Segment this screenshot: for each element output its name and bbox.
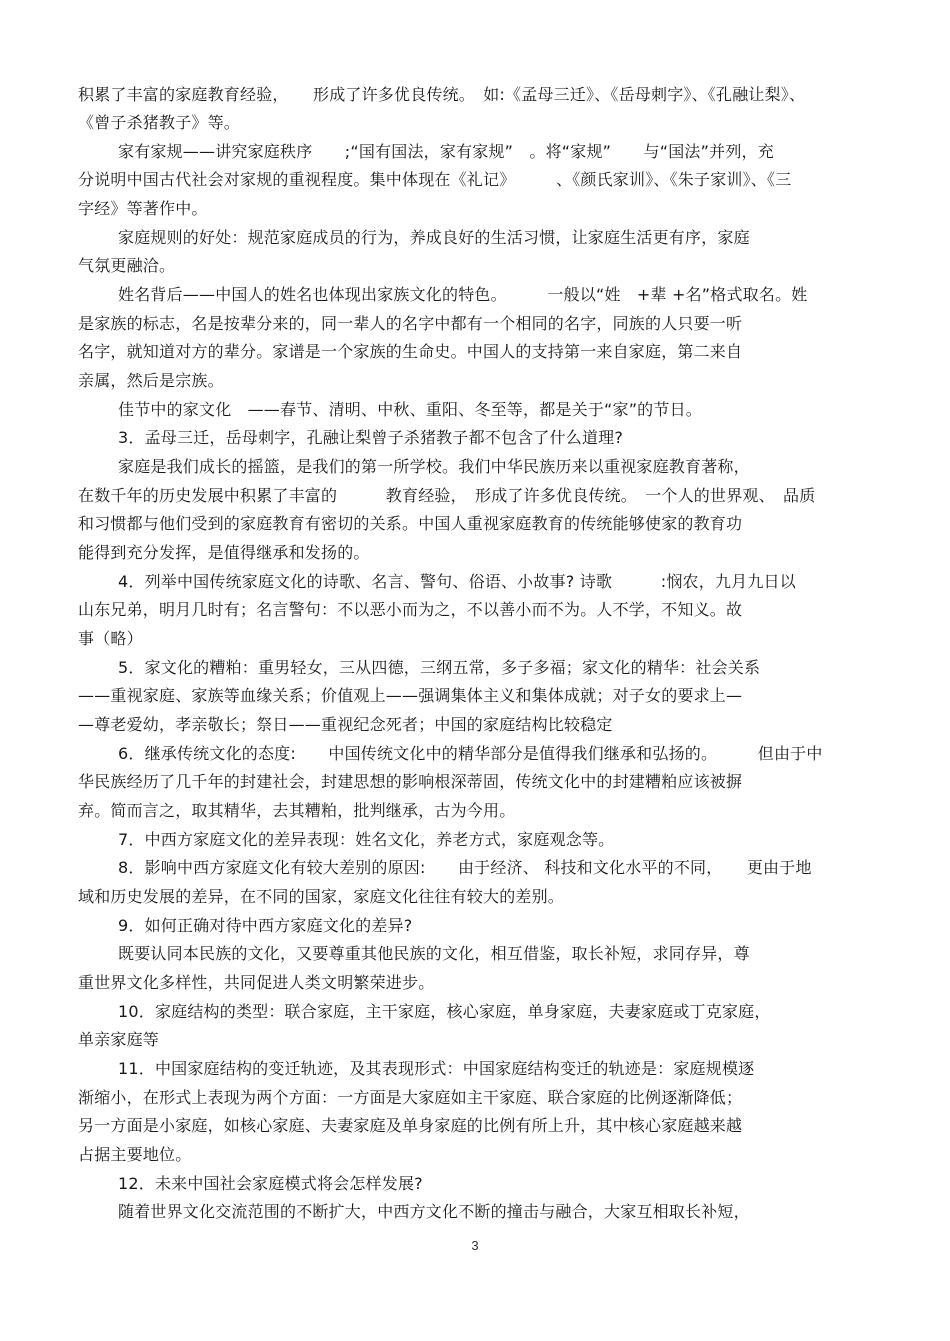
text-line: 重世界文化多样性，共同促进人类文明繁荣进步。 — [78, 973, 435, 992]
text-line: 家庭规则的好处：规范家庭成员的行为，养成良好的生活习惯，让家庭生活更有序，家庭 — [118, 228, 750, 247]
text-line: 7．中西方家庭文化的差异表现：姓名文化，养老方式，家庭观念等。 — [118, 830, 615, 849]
text-line: 3．孟母三迁，岳母刺字，孔融让梨曾子杀猪教子都不包含了什么道理? — [118, 428, 624, 447]
text-line: 12．未来中国社会家庭模式将会怎样发展? — [118, 1174, 423, 1193]
text-line: 能得到充分发挥，是值得继承和发扬的。 — [78, 543, 370, 562]
text-line: 随着世界文化交流范围的不断扩大，中西方文化不断的撞击与融合，大家互相取长补短， — [118, 1202, 750, 1221]
text-line: 分说明中国古代社会对家规的重视程度。集中体现在《礼记》 、《颜氏家训》、《朱子家训》、《三 — [78, 170, 792, 189]
text-line: 积累了丰富的家庭教育经验， 形成了许多优良传统。 如:《孟母三迁》、《岳母刺字》、《孔融让梨》、 — [78, 85, 806, 104]
text-line: 域和历史发展的差异，在不同的国家，家庭文化往往有较大的差别。 — [78, 887, 565, 906]
text-line: 既要认同本民族的文化，又要尊重其他民族的文化，相互借鉴，取长补短，求同存异，尊 — [118, 944, 750, 963]
text-line: 名字，就知道对方的辈分。家谱是一个家族的生命史。中国人的支持第一来自家庭，第二来自 — [78, 342, 743, 361]
text-line: 4．列举中国传统家庭文化的诗歌、名言、警句、俗语、小故事? 诗歌 :悯农，九月九日以 — [118, 572, 796, 591]
text-line: 在数千年的历史发展中积累了丰富的 教育经验， 形成了许多优良传统。 一个人的世界观、 品质 — [78, 486, 816, 505]
text-line: 《曾子杀猪教子》等。 — [78, 113, 241, 132]
text-line: 8．影响中西方家庭文化有较大差别的原因: 由于经济、 科技和文化水平的不同， 更由于地 — [118, 858, 812, 877]
text-line: 亲属，然后是宗族。 — [78, 371, 224, 390]
text-line: 佳节中的家文化 ——春节、清明、中秋、重阳、冬至等，都是关于“家”的节日。 — [118, 400, 702, 419]
text-line: 11．中国家庭结构的变迁轨迹，及其表现形式：中国家庭结构变迁的轨迹是：家庭规模逐 — [118, 1059, 755, 1078]
text-line: 6．继承传统文化的态度: 中国传统文化中的精华部分是值得我们继承和弘扬的。 但由于中 — [118, 744, 823, 763]
text-line: 气氛更融洽。 — [78, 256, 176, 275]
text-line: 弃。简而言之，取其精华，去其糟粕，批判继承，古为今用。 — [78, 801, 516, 820]
text-line: 渐缩小，在形式上表现为两个方面：一方面是大家庭如主干家庭、联合家庭的比例逐渐降低； — [78, 1088, 743, 1107]
text-line: 是家族的标志，名是按辈分来的，同一辈人的名字中都有一个相同的名字，同族的人只要一听 — [78, 314, 743, 333]
page-number: 3 — [471, 1238, 479, 1253]
text-line: 家庭是我们成长的摇篮，是我们的第一所学校。我们中华民族历来以重视家庭教育著称， — [118, 457, 750, 476]
text-line: 和习惯都与他们受到的家庭教育有密切的关系。中国人重视家庭教育的传统能够使家的教育功 — [78, 514, 743, 533]
text-line: 9．如何正确对待中西方家庭文化的差异? — [118, 916, 413, 935]
text-line: 山东兄弟，明月几时有；名言警句：不以恶小而为之，不以善小而不为。人不学，不知义。故 — [78, 600, 743, 619]
text-line: 5．家文化的糟粕：重男轻女，三从四德，三纲五常，多子多福；家文化的精华：社会关系 — [118, 658, 761, 677]
text-line: 事（略） — [78, 629, 143, 648]
text-line: 单亲家庭等 — [78, 1030, 160, 1049]
text-line: 家有家规——讲究家庭秩序 ;“国有国法，家有家规” 。将“家规” 与“国法”并列，充 — [118, 142, 774, 161]
text-line: 姓名背后——中国人的姓名也体现出家族文化的特色。 一般以“姓 +辈 +名”格式取名。姓 — [118, 285, 808, 304]
text-line: 占据主要地位。 — [78, 1145, 192, 1164]
text-line: ——重视家庭、家族等血缘关系；价值观上——强调集体主义和集体成就；对子女的要求上— — [78, 686, 743, 705]
text-line: 华民族经历了几千年的封建社会，封建思想的影响根深蒂固，传统文化中的封建糟粕应该被摒 — [78, 772, 743, 791]
text-line: 另一方面是小家庭，如核心家庭、夫妻家庭及单身家庭的比例有所上升，其中核心家庭越来越 — [78, 1116, 743, 1135]
text-line: 字经》等著作中。 — [78, 199, 208, 218]
text-line: 10．家庭结构的类型：联合家庭，主干家庭，核心家庭，单身家庭，夫妻家庭或丁克家庭， — [118, 1002, 771, 1021]
text-line: —尊老爱幼，孝亲敬长；祭日——重视纪念死者；中国的家庭结构比较稳定 — [78, 715, 613, 734]
